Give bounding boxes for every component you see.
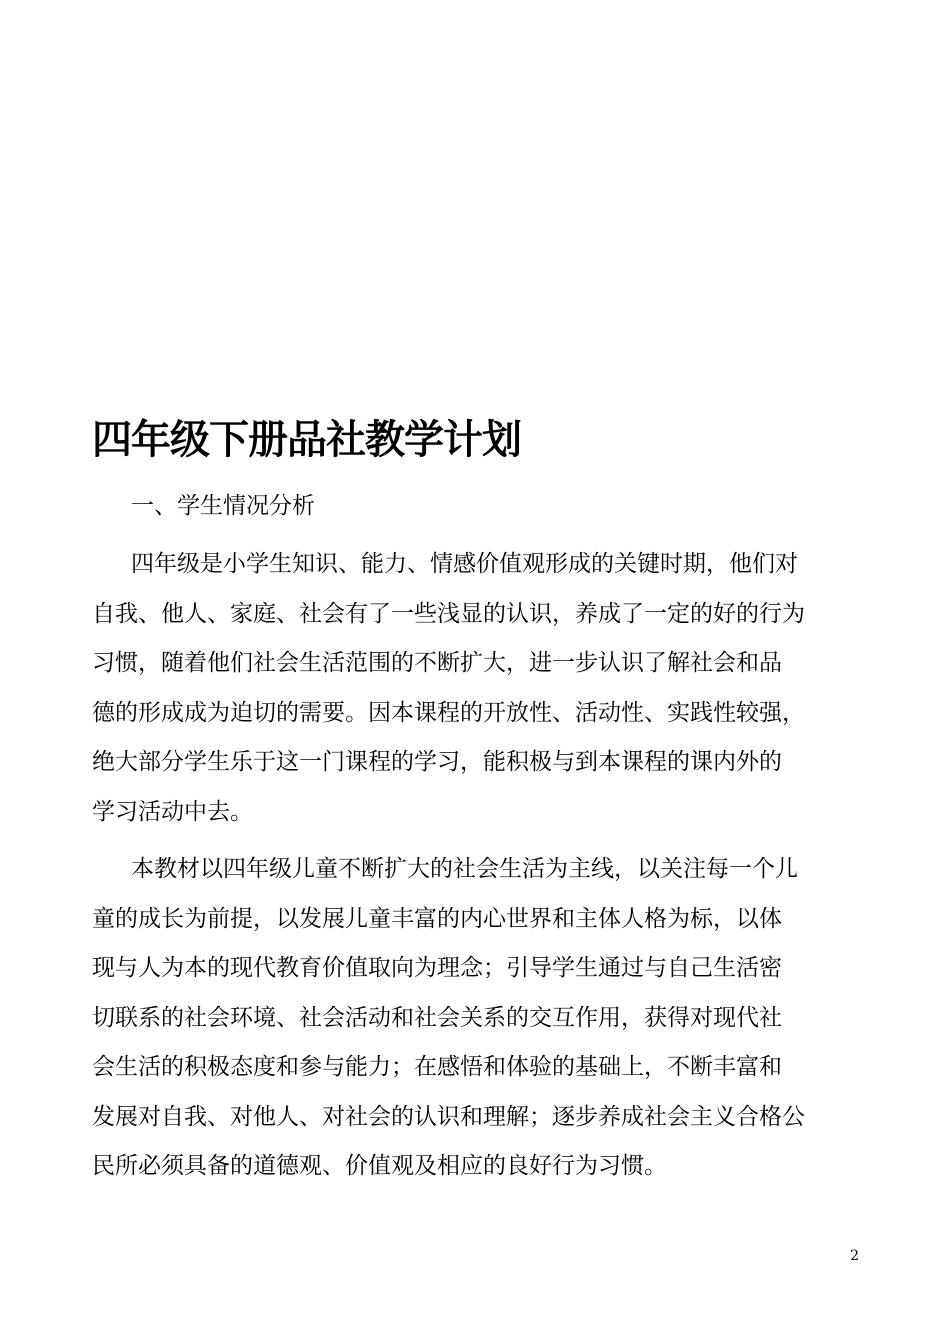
paragraph-line: 发展对自我、对他人、对社会的认识和理解；逐步养成社会主义合格公 (92, 1103, 805, 1130)
paragraph-line: 会生活的积极态度和参与能力；在感悟和体验的基础上，不断丰富和 (92, 1054, 782, 1080)
paragraph-line: 习惯，随着他们社会生活范围的不断扩大，进一步认识了解社会和品 (92, 650, 782, 676)
section-heading-student-analysis: 一、学生情况分析 (131, 493, 315, 519)
document-title: 四年级下册品社教学计划 (92, 417, 521, 463)
paragraph-line: 童的成长为前提，以发展儿童丰富的内心世界和主体人格为标，以体 (92, 905, 782, 932)
paragraph-line: 现与人为本的现代教育价值取向为理念；引导学生通过与自己生活密 (92, 955, 782, 981)
paragraph-student-analysis (92, 540, 862, 837)
paragraph-line: 绝大部分学生乐于这一门课程的学习，能积极与到本课程的课内外的 (92, 749, 782, 775)
page-number: 2 (850, 1248, 859, 1264)
paragraph-line: 本教材以四年级儿童不断扩大的社会生活为主线，以关注每一个儿 (131, 856, 798, 882)
paragraph-line: 学习活动中去。 (92, 798, 253, 825)
paragraph-line: 德的形成成为迫切的需要。因本课程的开放性、活动性、实践性较强， (92, 699, 805, 726)
paragraph-line: 切联系的社会环境、社会活动和社会关系的交互作用，获得对现代社 (92, 1004, 782, 1031)
paragraph-line: 民所必须具备的道德观、价值观及相应的良好行为习惯。 (92, 1153, 667, 1179)
paragraph-line: 四年级是小学生知识、能力、情感价值观形成的关键时期，他们对 (131, 551, 798, 577)
paragraph-line: 自我、他人、家庭、社会有了一些浅显的认识，养成了一定的好的行为 (92, 600, 805, 627)
paragraph-textbook-description (92, 845, 862, 1192)
